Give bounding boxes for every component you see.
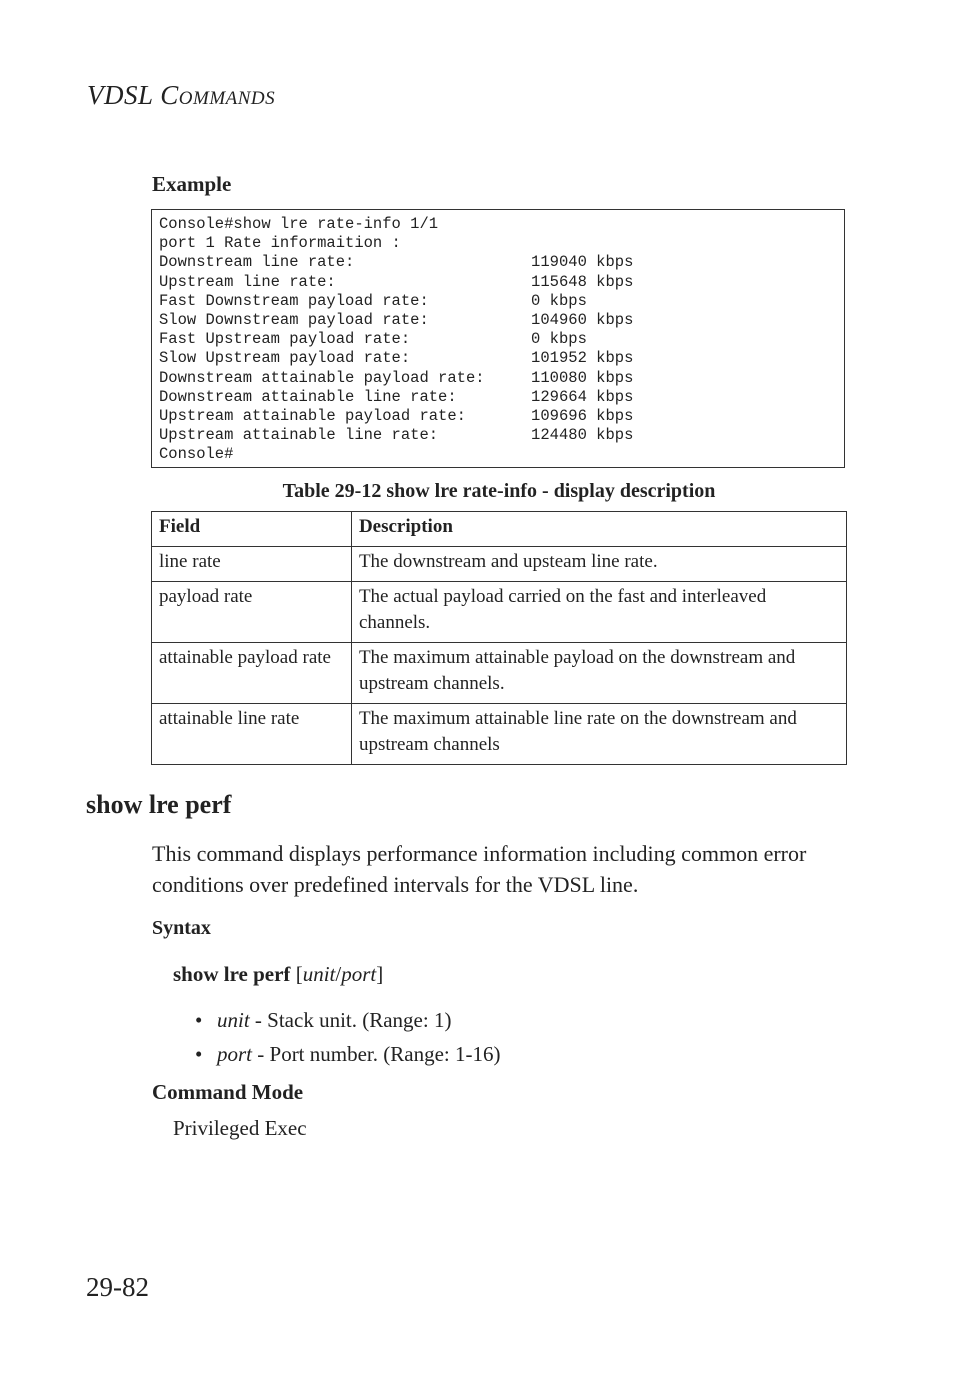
code-line: Upstream attainable payload rate: 109696 kbps xyxy=(159,407,634,426)
code-line: Console# xyxy=(159,445,234,464)
syntax-bracket-close: ] xyxy=(376,962,384,986)
param-text: - Stack unit. (Range: 1) xyxy=(249,1008,452,1032)
example-heading: Example xyxy=(152,172,232,196)
param-term: unit xyxy=(217,1008,250,1032)
table-cell-description: The downstream and upsteam line rate. xyxy=(351,547,846,582)
running-head-smallcaps: OMMANDS xyxy=(178,88,276,109)
param-term: port xyxy=(217,1042,253,1066)
code-line: Slow Downstream payload rate: 104960 kbps xyxy=(159,311,634,330)
table-header-row xyxy=(152,512,847,547)
table-cell-description: The maximum attainable payload on the downstream and upstream channels. xyxy=(351,643,846,704)
table-row xyxy=(152,547,847,582)
param-text: - Port number. (Range: 1-16) xyxy=(252,1042,501,1066)
table-header-field: Field xyxy=(152,512,352,547)
code-line: Fast Upstream payload rate: 0 kbps xyxy=(159,330,587,349)
syntax-slash: / xyxy=(335,962,342,986)
table-cell-field: attainable line rate xyxy=(152,704,352,765)
code-line: Upstream attainable line rate: 124480 kbps xyxy=(159,426,634,445)
code-line: port 1 Rate informaition : xyxy=(159,234,401,253)
running-head-main: VDSL C xyxy=(87,80,179,110)
code-listing xyxy=(159,215,844,465)
code-line: Downstream attainable line rate: 129664 kbps xyxy=(159,387,634,406)
table-cell-field: attainable payload rate xyxy=(152,643,352,704)
parameter-list xyxy=(195,1003,500,1071)
code-line: Fast Downstream payload rate: 0 kbps xyxy=(159,291,587,310)
code-line: Slow Upstream payload rate: 101952 kbps xyxy=(159,349,634,368)
command-mode-heading: Command Mode xyxy=(152,1080,304,1104)
running-head xyxy=(87,80,275,111)
syntax-heading: Syntax xyxy=(152,917,211,939)
table-row xyxy=(152,704,847,765)
bullet-icon: • xyxy=(195,1008,203,1032)
code-line: Downstream line rate: 119040 kbps xyxy=(159,253,634,272)
page-number: 29-82 xyxy=(86,1272,149,1302)
syntax-param-unit: unit xyxy=(302,962,336,986)
table-cell-description: The actual payload carried on the fast and interleaved channels. xyxy=(351,582,846,643)
code-line: Downstream attainable payload rate: 110080 kbps xyxy=(159,368,634,387)
syntax-param-port: port xyxy=(341,962,377,986)
table-cell-description: The maximum attainable line rate on the downstream and upstream channels xyxy=(351,704,846,765)
syntax-line xyxy=(173,962,383,987)
syntax-bracket-open: [ xyxy=(290,962,303,986)
table-cell-field: line rate xyxy=(152,547,352,582)
table-cell-field: payload rate xyxy=(152,582,352,643)
section-title: show lre perf xyxy=(86,790,232,819)
list-item xyxy=(195,1003,500,1037)
command-mode-value: Privileged Exec xyxy=(173,1116,307,1140)
table-row xyxy=(152,643,847,704)
list-item xyxy=(195,1037,500,1071)
table-caption: Table 29-12 show lre rate-info - display description xyxy=(282,480,716,502)
description-table xyxy=(151,511,847,765)
bullet-icon: • xyxy=(195,1042,203,1066)
code-line: Upstream line rate: 115648 kbps xyxy=(159,272,634,291)
intro-paragraph: This command displays performance information including common error conditions over predefined intervals for the VDSL line. xyxy=(152,841,807,897)
code-example-box xyxy=(151,209,845,468)
table-row xyxy=(152,582,847,643)
syntax-command: show lre perf xyxy=(173,962,291,986)
code-line: Console#show lre rate-info 1/1 xyxy=(159,215,439,233)
table-header-description: Description xyxy=(351,512,846,547)
